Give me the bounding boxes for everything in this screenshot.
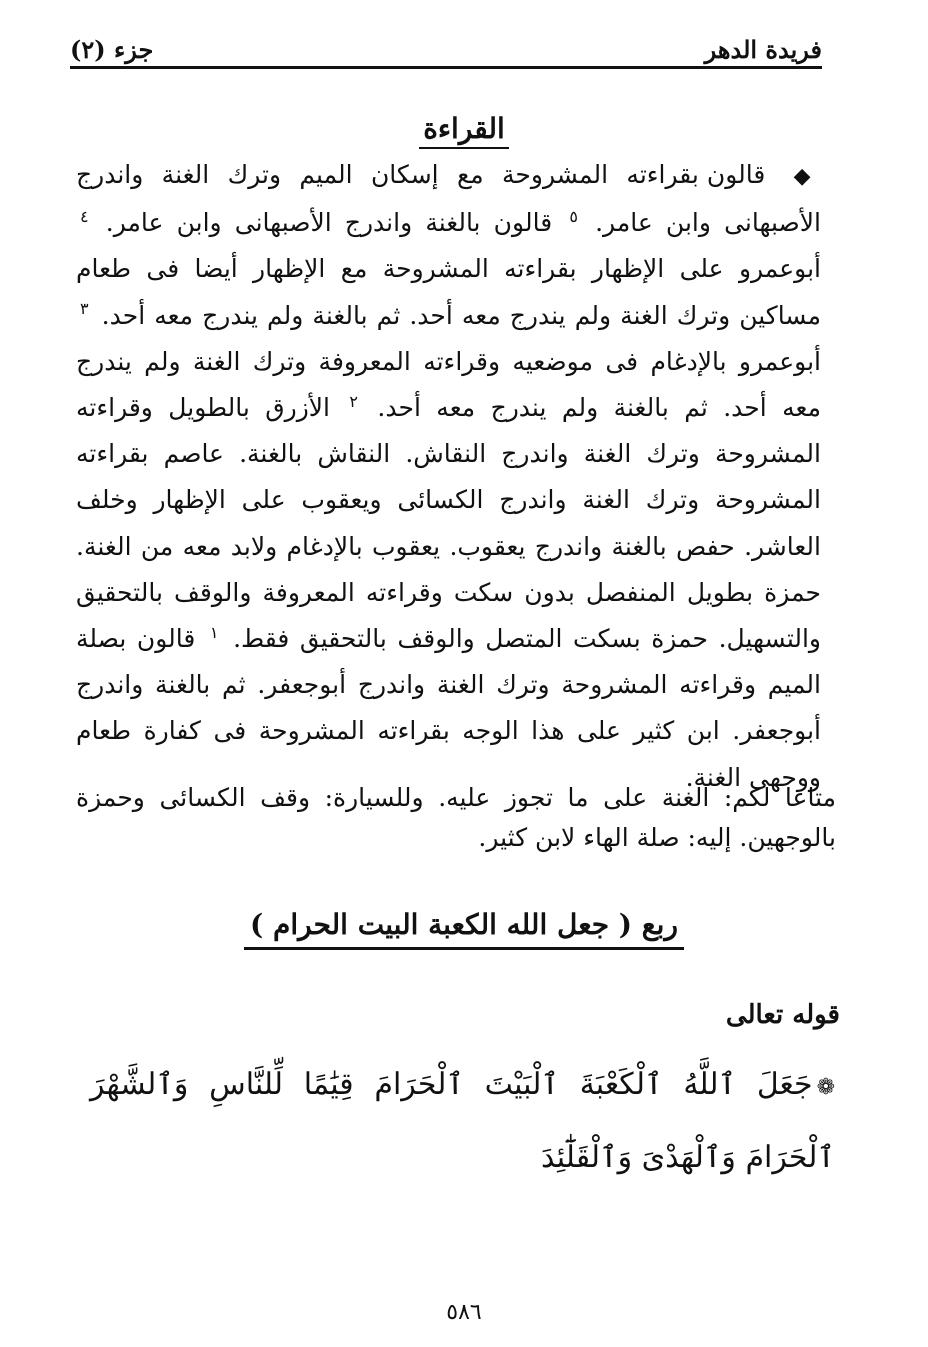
rub-title: ربع ( جعل الله الكعبة البيت الحرام ) <box>244 908 684 950</box>
part-label: جزء (٢) <box>70 35 154 64</box>
book-title: فريدة الدهر <box>704 35 822 64</box>
reading-segment-5: الأزرق بالطويل وقراءته المشروحة وترك الغنة واندرج النقاش. النقاش بالغنة. عاصم بقراءته المشروحة وترك الغنة واندرج الكسائى ويعقوب على الإظهار وخلف العاشر. حفص بالغنة واندرج يعقوب. يعقوب بالإدغام ولابد معه من الغنة. حمزة بطويل المنفصل بدون سكت وقراءته المعروفة والوقف بالتحقيق والتسهيل. حمزة بسكت المتصل والوقف بالتحقيق فقط. <box>76 393 821 654</box>
quran-verse <box>90 1050 835 1193</box>
footnote-marker-2: ٢ <box>349 391 358 411</box>
reading-segment-6: قالون بصلة الميم وقراءته المشروحة وترك الغنة واندرج أبوجعفر. ثم بالغنة واندرج أبوجعفر. ابن كثير على هذا الوجه بقراءته المشروحة فى كفارة طعام ووجهى الغنة. <box>76 624 821 792</box>
diamond-bullet-icon: ◆ <box>793 164 822 189</box>
header-rule <box>70 66 822 69</box>
readings-paragraph <box>76 152 821 801</box>
footnote-marker-3: ٣ <box>80 299 89 319</box>
verse-intro: قوله تعالى <box>725 1000 840 1030</box>
reading-segment-1: قالون بقراءته المشروحة مع إسكان الميم وترك الغنة واندرج الأصبهانى وابن عامر. <box>76 160 821 238</box>
section-title: القراءة <box>419 112 509 149</box>
section-heading <box>0 112 928 145</box>
running-header <box>70 24 822 64</box>
page-number: ٥٨٦ <box>446 1300 482 1325</box>
flower-ornament-icon: ❁ <box>816 1075 835 1100</box>
footnote-marker-1: ١ <box>209 622 219 642</box>
footnote-marker-5: ٥ <box>569 206 578 226</box>
footnote-marker-4: ٤ <box>80 206 89 226</box>
word-notes: متاعا لكم: الغنة على ما تجوز عليه. وللسيارة: وقف الكسائى وحمزة بالوجهين. إليه: صلة الهاء لابن كثير. <box>76 783 836 852</box>
verse-text: جَعَلَ ٱللَّهُ ٱلْكَعْبَةَ ٱلْبَيْتَ ٱلْحَرَامَ قِيَٰمًا لِّلنَّاسِ وَٱلشَّهْرَ ٱلْحَرَامَ وَٱلْهَدْىَ وَٱلْقَلَٰٓئِدَ <box>90 1067 835 1175</box>
rub-heading <box>0 908 928 941</box>
reading-segment-3: أبوعمرو على الإظهار بقراءته المشروحة مع الإظهار أيضا فى طعام مساكين وترك الغنة ولم يندرج معه أحد. ثم بالغنة ولم يندرج معه أحد. <box>76 254 822 330</box>
reading-segment-2: قالون بالغنة واندرج الأصبهانى وابن عامر. <box>105 208 553 238</box>
reading-segment-4: أبوعمرو بالإدغام فى موضعيه وقراءته المعروفة وترك الغنة ولم يندرج معه أحد. ثم بالغنة ولم يندرج معه أحد. <box>76 346 821 423</box>
